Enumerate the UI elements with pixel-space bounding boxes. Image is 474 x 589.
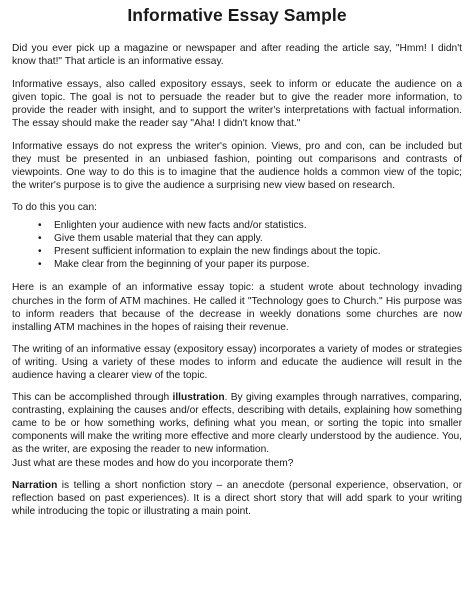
paragraph-question: Just what are these modes and how do you incorporate them? (12, 457, 294, 469)
document-title: Informative Essay Sample (127, 5, 347, 25)
bullet-icon: • (38, 246, 42, 258)
list-item (38, 219, 462, 232)
paragraph-intro: Did you ever pick up a magazine or newspaper and after reading the article say, "Hmm! I didn't know that!" That article is an informative essay. (12, 43, 462, 68)
paragraph-illustration-body: . By giving examples through narratives, comparing, contrasting, explaining the causes and/or effects, describing with details, explaining how something came to be or how something works, defining what you mean, or sorting the topic into smaller components will make the writing more effective and more clearly understood by the audience. You, as the writer, are exposing the reader to new information. (12, 392, 462, 456)
paragraph-opinion: Informative essays do not express the writer's opinion. Views, pro and con, can be included but they must be presented in an unbiased fashion, pointing out comparisons and contrasts of viewpoints. One way to do this is to imagine that the audience holds a common view of the topic; the writer's purpose is to give the audience a surprising new view based on research. (12, 140, 462, 191)
list-item-text: Enlighten your audience with new facts and/or statistics. (54, 220, 307, 232)
list-item (38, 245, 462, 258)
list-item-text: Give them usable material that they can apply. (54, 233, 263, 245)
narration-term: Narration (12, 479, 58, 491)
bullet-icon: • (38, 259, 42, 271)
list-item (38, 258, 462, 271)
paragraph-illustration (12, 391, 462, 456)
paragraph-narration-body: is telling a short nonfiction story – an anecdote (personal experience, observation, or reflection based on past experiences). It is a direct short story that will add spark to your writing while introducing the topic or illustrating a main point. (12, 479, 462, 517)
list-item (38, 232, 462, 245)
paragraph-narration (12, 479, 462, 518)
tips-list (12, 219, 462, 271)
paragraph-modes: The writing of an informative essay (expository essay) incorporates a variety of modes or strategies of writing. Using a variety of these modes to inform and educate the audience will result in the audience having a clearer view of the topic. (12, 343, 462, 381)
bullet-icon: • (38, 233, 42, 245)
bullet-icon: • (38, 220, 42, 232)
paragraph-definition: Informative essays, also called expository essays, seek to inform or educate the audience on a given topic. The goal is not to persuade the reader but to give the reader more information, to provide the reader with insight, and to support the writer's interpretations with factual information. The essay should make the reader say "Aha! I didn't know that." (12, 79, 462, 130)
illustration-term: illustration (172, 392, 225, 404)
list-item-text: Make clear from the beginning of your paper its purpose. (54, 259, 310, 271)
paragraph-list-intro: To do this you can: (12, 201, 97, 213)
paragraph-example: Here is an example of an informative essay topic: a student wrote about technology invading churches in the form of ATM machines. He called it "Technology goes to Church." His purpose was to inform readers that because of the decrease in weekly donations some churches are now installing ATM machines in the hopes of raising their revenue. (12, 282, 462, 333)
paragraph-illustration-lead: This can be accomplished through (12, 392, 173, 404)
list-item-text: Present sufficient information to explain the new findings about the topic. (54, 246, 381, 258)
